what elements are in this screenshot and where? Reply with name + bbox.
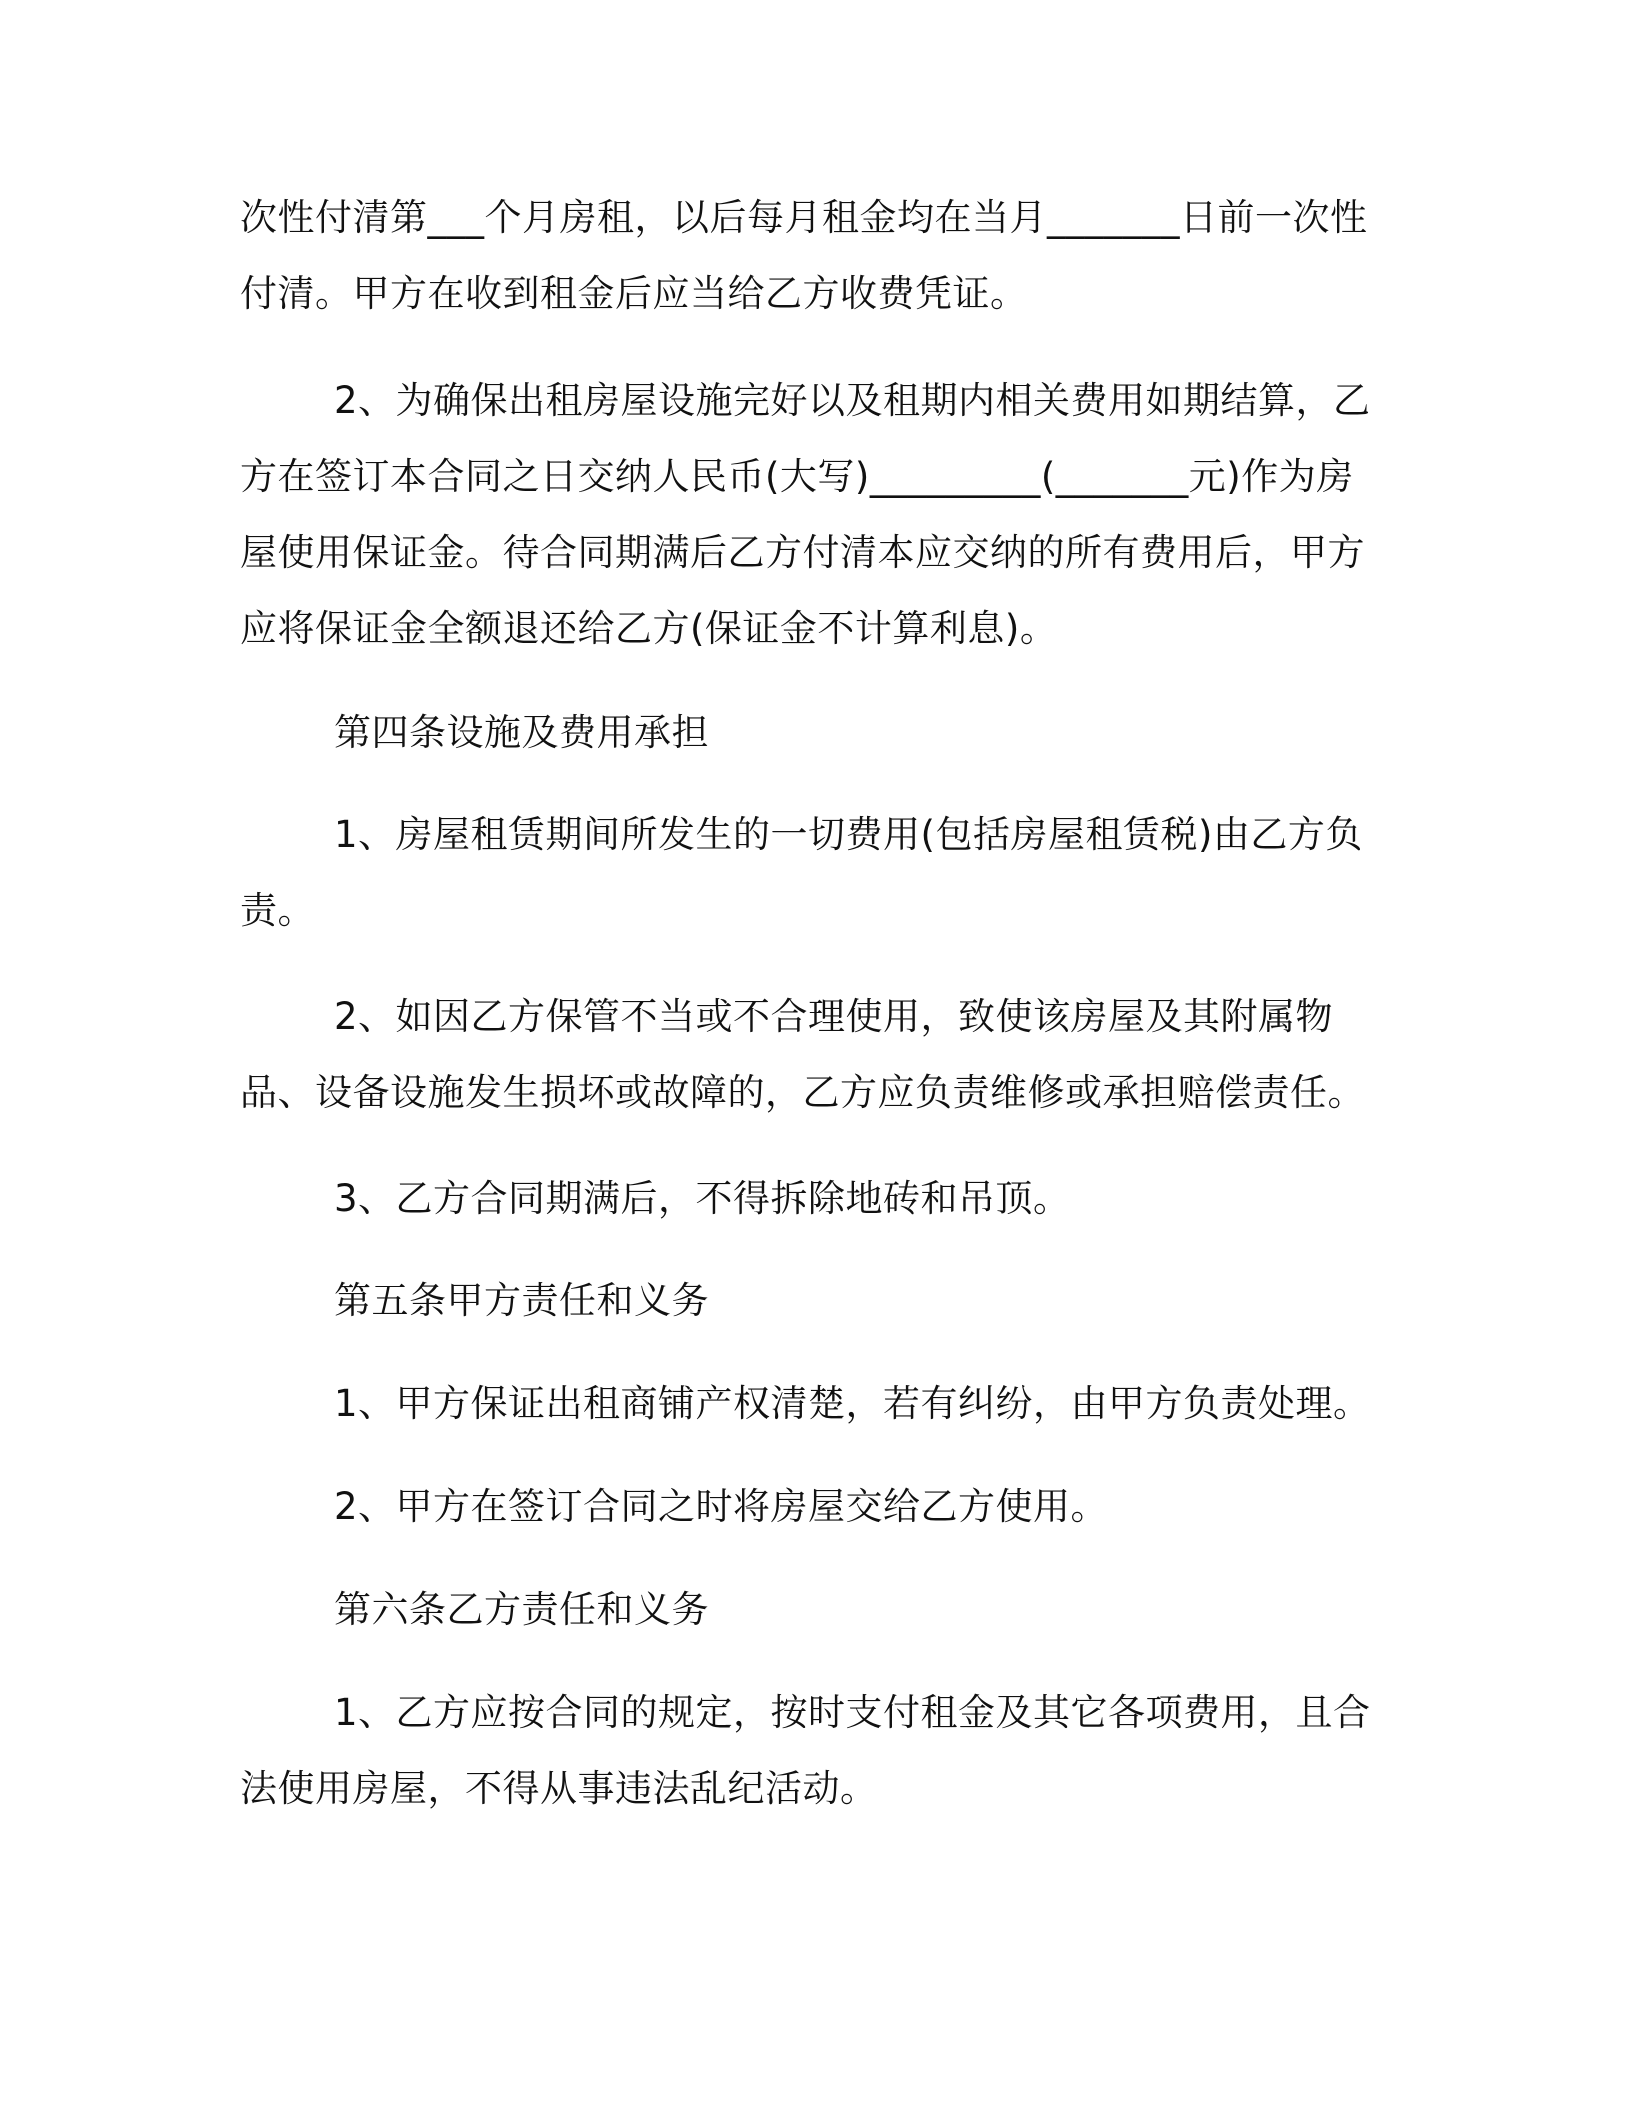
document-page — [240, 0, 1390, 2112]
heading-article-5: 第五条甲方责任和义务 — [334, 1279, 709, 1322]
heading-article-6: 第六条乙方责任和义务 — [334, 1588, 709, 1631]
paragraph-article-5-item-1: 1、甲方保证出租商铺产权清楚，若有纠纷，由甲方负责处理。 — [334, 1382, 1371, 1425]
paragraph-article-4-item-2: 2、如因乙方保管不当或不合理使用，致使该房屋及其附属物品、设备设施发生损坏或故障的，乙方应负责维修或承担赔偿责任。 — [240, 995, 1365, 1114]
paragraph-article-6-item-1: 1、乙方应按合同的规定，按时支付租金及其它各项费用，且合法使用房屋，不得从事违法乱纪活动。 — [240, 1691, 1371, 1810]
paragraph-article-5-item-2: 2、甲方在签订合同之时将房屋交给乙方使用。 — [334, 1485, 1109, 1528]
heading-article-4: 第四条设施及费用承担 — [334, 711, 709, 754]
paragraph-rent-payment: 次性付清第___个月房租，以后每月租金均在当月_______日前一次性付清。甲方在收到租金后应当给乙方收费凭证。 — [240, 196, 1368, 315]
paragraph-deposit: 2、为确保出租房屋设施完好以及租期内相关费用如期结算，乙方在签订本合同之日交纳人民币(大写)_________(_______元)作为房屋使用保证金。待合同期满后乙方付清本应交纳的所有费用后，甲方应将保证金全额退还给乙方(保证金不计算利息)。 — [240, 379, 1371, 650]
paragraph-article-4-item-3: 3、乙方合同期满后，不得拆除地砖和吊顶。 — [334, 1177, 1071, 1220]
paragraph-article-4-item-1: 1、房屋租赁期间所发生的一切费用(包括房屋租赁税)由乙方负责。 — [240, 813, 1363, 932]
